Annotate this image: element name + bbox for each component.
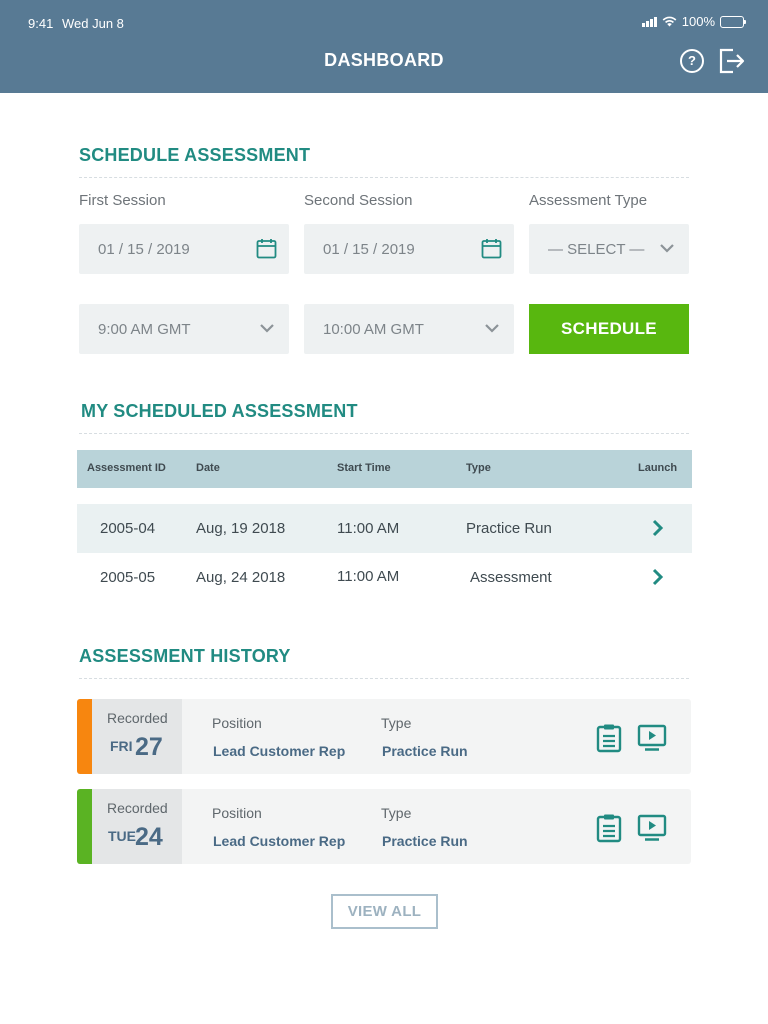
- position-value: Lead Customer Rep: [213, 743, 346, 759]
- recorded-label: Recorded: [107, 710, 168, 726]
- video-play-icon[interactable]: [637, 724, 667, 752]
- first-session-date-value: 01 / 15 / 2019: [98, 240, 190, 258]
- status-time: 9:41: [28, 16, 54, 31]
- table-row: [77, 553, 692, 602]
- assessment-type-value: — SELECT —: [548, 240, 645, 258]
- section-divider: [79, 177, 689, 178]
- recorded-day: 24: [135, 823, 163, 851]
- schedule-section-title: SCHEDULE ASSESSMENT: [79, 145, 311, 165]
- video-play-icon[interactable]: [637, 814, 667, 842]
- scheduled-section-title: MY SCHEDULED ASSESSMENT: [81, 401, 358, 421]
- chevron-down-icon: [659, 242, 675, 254]
- page-title: DASHBOARD: [324, 50, 444, 70]
- second-session-time-value: 10:00 AM GMT: [323, 320, 424, 338]
- position-value: Lead Customer Rep: [213, 833, 346, 849]
- calendar-icon[interactable]: [481, 238, 502, 259]
- table-row: [77, 504, 692, 553]
- battery-icon: [720, 16, 744, 28]
- assessment-type-select[interactable]: [529, 224, 689, 274]
- second-session-date-value: 01 / 15 / 2019: [323, 240, 415, 258]
- recorded-weekday: FRI: [110, 738, 133, 754]
- launch-chevron-icon[interactable]: [651, 568, 665, 586]
- column-header-assessment-id: Assessment ID: [87, 462, 166, 474]
- schedule-button[interactable]: SCHEDULE: [529, 304, 689, 354]
- recorded-day: 27: [135, 733, 163, 761]
- section-divider: [79, 433, 689, 434]
- position-label: Position: [212, 715, 262, 731]
- cell-start-time: 11:00 AM: [337, 520, 400, 537]
- card-accent: [77, 789, 92, 864]
- column-header-start-time: Start Time: [337, 462, 391, 474]
- cell-date: Aug, 19 2018: [196, 520, 286, 537]
- column-header-type: Type: [466, 462, 491, 474]
- type-label: Type: [381, 715, 412, 731]
- battery-percent: 100%: [681, 14, 715, 29]
- clipboard-report-icon[interactable]: [596, 813, 622, 843]
- second-session-time-select[interactable]: [304, 304, 514, 354]
- cell-type: Practice Run: [466, 520, 552, 537]
- calendar-icon[interactable]: [256, 238, 277, 259]
- second-session-date-field[interactable]: [304, 224, 514, 274]
- status-indicators: [642, 14, 744, 29]
- history-section-title: ASSESSMENT HISTORY: [79, 646, 291, 666]
- type-value: Practice Run: [382, 743, 468, 759]
- cell-date: Aug, 24 2018: [196, 569, 286, 586]
- recorded-date-box: [92, 789, 182, 864]
- cell-assessment-id: 2005-05: [100, 569, 156, 586]
- first-session-label: First Session: [79, 192, 166, 209]
- second-session-label: Second Session: [304, 192, 413, 209]
- column-header-date: Date: [196, 462, 220, 474]
- cell-assessment-id: 2005-04: [100, 520, 156, 537]
- recorded-label: Recorded: [107, 800, 168, 816]
- column-header-launch: Launch: [638, 462, 678, 474]
- view-all-button[interactable]: VIEW ALL: [331, 894, 438, 929]
- chevron-down-icon: [259, 322, 275, 334]
- launch-chevron-icon[interactable]: [651, 519, 665, 537]
- history-card: [77, 699, 691, 774]
- chevron-down-icon: [484, 322, 500, 334]
- logout-icon[interactable]: [718, 48, 746, 74]
- type-label: Type: [381, 805, 412, 821]
- history-card: [77, 789, 691, 864]
- first-session-time-select[interactable]: [79, 304, 289, 354]
- status-date: Wed Jun 8: [62, 16, 124, 31]
- type-value: Practice Run: [382, 833, 468, 849]
- section-divider: [79, 678, 689, 679]
- cellular-signal-icon: [642, 16, 657, 27]
- recorded-date-box: [92, 699, 182, 774]
- position-label: Position: [212, 805, 262, 821]
- app-header: [0, 0, 768, 93]
- help-button[interactable]: ?: [680, 49, 704, 73]
- clipboard-report-icon[interactable]: [596, 723, 622, 753]
- first-session-time-value: 9:00 AM GMT: [98, 320, 191, 338]
- cell-start-time: 11:00 AM: [337, 568, 400, 585]
- cell-type: Assessment: [470, 569, 552, 586]
- scheduled-table-header: [77, 450, 692, 488]
- first-session-date-field[interactable]: [79, 224, 289, 274]
- card-accent: [77, 699, 92, 774]
- wifi-icon: [662, 16, 677, 27]
- assessment-type-label: Assessment Type: [529, 192, 648, 209]
- recorded-weekday: TUE: [108, 828, 136, 844]
